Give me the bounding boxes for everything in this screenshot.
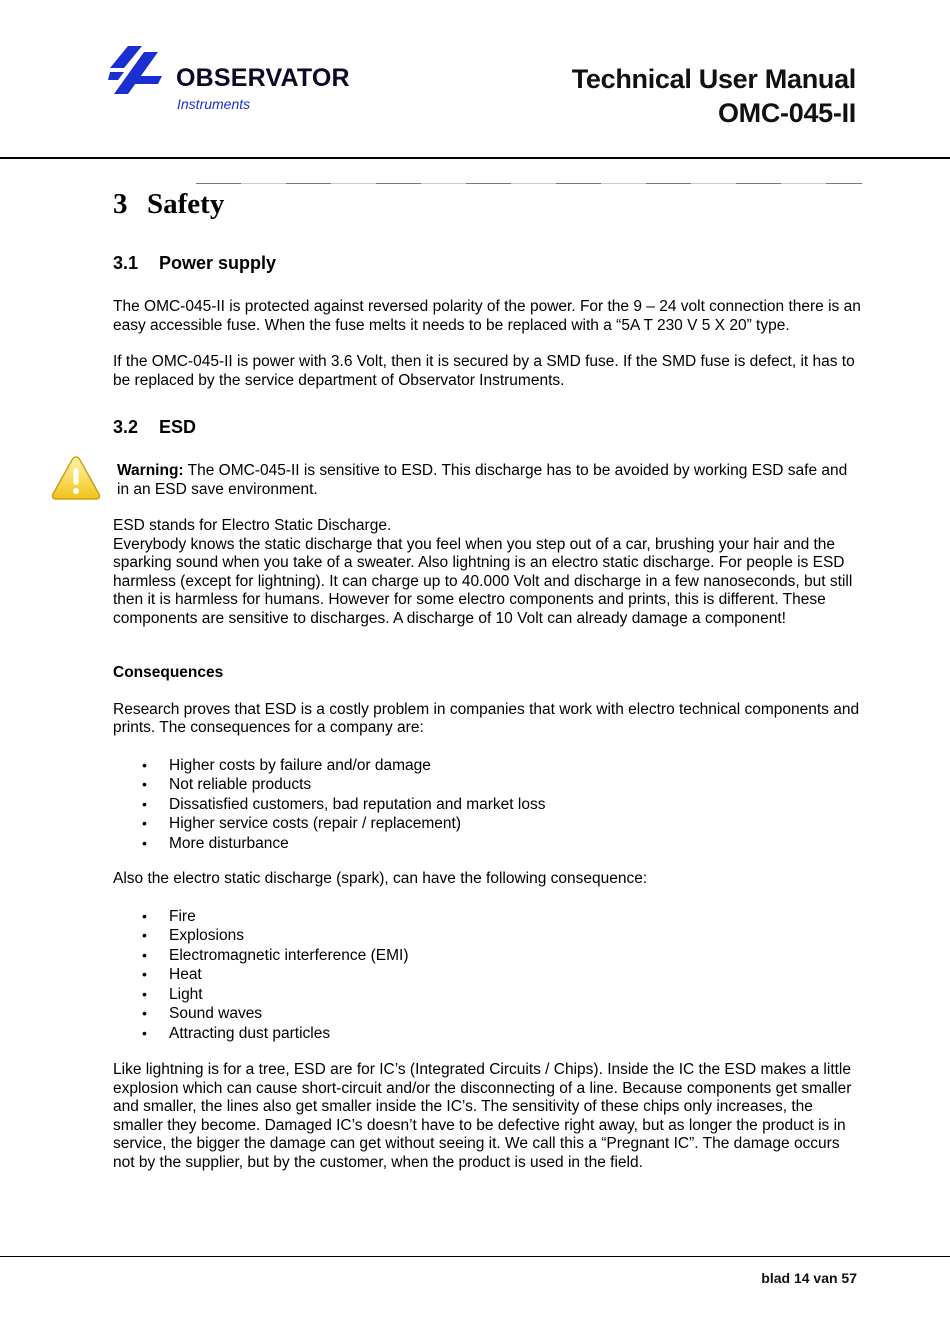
subsection-title: Power supply xyxy=(159,253,277,273)
warning-text xyxy=(113,462,863,499)
paragraph: Research proves that ESD is a costly problem in companies that work with electro technical components and prints. The consequences for a company are: xyxy=(113,700,860,736)
warning-box xyxy=(113,462,863,499)
page-header xyxy=(0,0,950,160)
paragraph: ESD stands for Electro Static Discharge. xyxy=(113,517,392,534)
section-title: Safety xyxy=(147,188,225,220)
list-item: • Electromagnetic interference (EMI) xyxy=(113,946,863,966)
paragraph: Like lightning is for a tree, ESD are for IC’s (Integrated Circuits / Chips). Inside the IC the ESD makes a little explosion which can cause short-circuit and/or the disconnecting of a line. Because components get smaller and smaller, the lines also get smaller inside the IC’s. The sensitivity of these chips only increases, the smaller they become. Damaged IC’s doesn’t have to be defective right away, but as longer the product is in service, the bigger the damage can get without seeing it. We call this a “Pregnant IC”. The damage occurs not by the supplier, but by the customer, when the product is used in the field. xyxy=(113,1061,852,1171)
list-item: • Light xyxy=(113,985,863,1005)
logo-subtitle: Instruments xyxy=(177,96,251,112)
paragraph: Also the electro static discharge (spark), can have the following consequence: xyxy=(113,870,648,887)
page-number: blad 14 van 57 xyxy=(761,1270,857,1286)
subsection-number: 3.1 xyxy=(113,253,139,273)
subsection-heading-esd xyxy=(113,416,863,438)
warning-message: The OMC-045-II is sensitive to ESD. This discharge has to be avoided by working ESD safe and in an ESD save environment. xyxy=(117,462,848,498)
paragraph: The OMC-045-II is protected against reversed polarity of the power. For the 9 – 24 volt connection there is an easy accessible fuse. When the fuse melts it needs to be replaced with a “5A T 230 V 5 X 20” type. xyxy=(113,298,861,334)
document-model: OMC-045-II xyxy=(717,98,856,128)
list-item: • Fire xyxy=(113,907,863,927)
document-title: Technical User Manual xyxy=(571,64,856,94)
section-divider xyxy=(196,183,862,184)
observator-logo-icon xyxy=(108,46,162,94)
list-item: • Explosions xyxy=(113,926,863,946)
logo-name: OBSERVATOR xyxy=(176,64,350,92)
list-item: • Attracting dust particles xyxy=(113,1024,863,1044)
spark-consequences-list xyxy=(113,907,863,1044)
section-number: 3 xyxy=(113,188,128,220)
header-rule xyxy=(0,157,950,159)
section-heading xyxy=(113,186,863,224)
paragraph: Everybody knows the static discharge that you feel when you step out of a car, brushing your hair and the sparking sound when you take of a sweater. Also lightning is an electro static discharge. For people is ESD harmless (except for lightning). It can charge up to 40.000 Volt and discharge in a few nanoseconds, but still then it is harmless for humans. However for some electro components and prints, this is different. These components are sensitive to discharges. A discharge of 10 Volt can already damage a component! xyxy=(113,535,853,627)
consequences-heading: Consequences xyxy=(113,664,224,681)
subsection-heading-power xyxy=(113,252,863,274)
subsection-number: 3.2 xyxy=(113,417,139,437)
subsection-title: ESD xyxy=(159,417,197,437)
footer-rule xyxy=(0,1256,950,1257)
company-consequences-list xyxy=(113,756,863,854)
list-item: • Not reliable products xyxy=(113,775,863,795)
list-item: • Higher costs by failure and/or damage xyxy=(113,756,863,776)
paragraph: If the OMC-045-II is power with 3.6 Volt, then it is secured by a SMD fuse. If the SMD fuse is defect, it has to be replaced by the service department of Observator Instruments. xyxy=(113,353,855,389)
warning-label: Warning: xyxy=(117,462,184,479)
list-item: • Higher service costs (repair / replacement) xyxy=(113,814,863,834)
page-content xyxy=(113,186,863,1172)
warning-triangle-icon xyxy=(51,455,101,501)
list-item: • Dissatisfied customers, bad reputation and market loss xyxy=(113,795,863,815)
list-item: • More disturbance xyxy=(113,834,863,854)
list-item: • Heat xyxy=(113,965,863,985)
list-item: • Sound waves xyxy=(113,1004,863,1024)
